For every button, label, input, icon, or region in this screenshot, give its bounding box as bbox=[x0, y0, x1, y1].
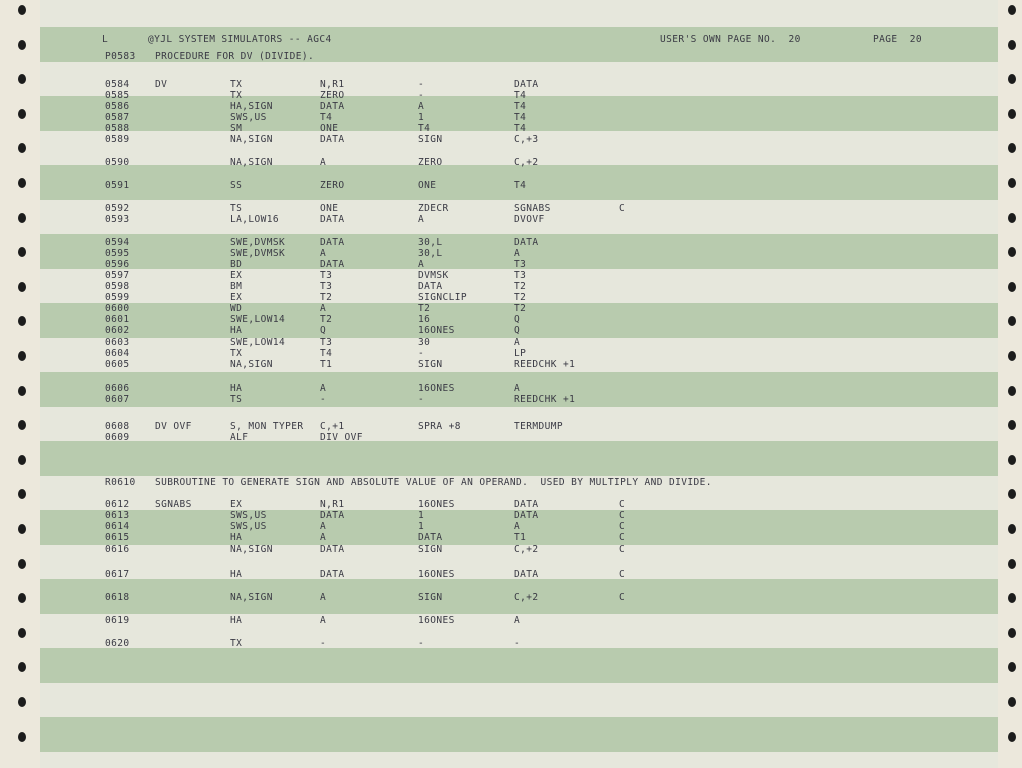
operand-3: DATA bbox=[514, 79, 539, 90]
operand-3: T3 bbox=[514, 259, 527, 270]
sequence-number: 0606 bbox=[105, 383, 130, 394]
operand-2: 30 bbox=[418, 337, 431, 348]
operand-3: Q bbox=[514, 325, 521, 336]
operand-3: LP bbox=[514, 348, 527, 359]
sequence-number: 0603 bbox=[105, 337, 130, 348]
sequence-number: 0601 bbox=[105, 314, 130, 325]
operand-2: 16ONES bbox=[418, 499, 455, 510]
operand-2: SIGN bbox=[418, 592, 443, 603]
operand-3: C,+3 bbox=[514, 134, 539, 145]
sequence-number: 0589 bbox=[105, 134, 130, 145]
opcode-field: SWS,US bbox=[230, 112, 267, 123]
feed-hole bbox=[18, 662, 26, 672]
sequence-number: 0593 bbox=[105, 214, 130, 225]
operand-2: 16 bbox=[418, 314, 431, 325]
operand-3: T2 bbox=[514, 303, 527, 314]
operand-3: T2 bbox=[514, 292, 527, 303]
sequence-number: 0584 bbox=[105, 79, 130, 90]
sequence-number: 0618 bbox=[105, 592, 130, 603]
feed-hole bbox=[1008, 697, 1016, 707]
operand-1: A bbox=[320, 157, 327, 168]
operand-1: T2 bbox=[320, 292, 333, 303]
sequence-number: 0620 bbox=[105, 638, 130, 649]
operand-2: 1 bbox=[418, 510, 425, 521]
sequence-number: 0607 bbox=[105, 394, 130, 405]
flag-field: C bbox=[619, 592, 626, 603]
opcode-field: SWS,US bbox=[230, 510, 267, 521]
operand-1: DATA bbox=[320, 569, 345, 580]
sequence-number: 0604 bbox=[105, 348, 130, 359]
operand-2: 30,L bbox=[418, 248, 443, 259]
operand-1: A bbox=[320, 592, 327, 603]
opcode-field: SM bbox=[230, 123, 243, 134]
opcode-field: HA bbox=[230, 569, 243, 580]
sequence-number: 0608 bbox=[105, 421, 130, 432]
listing-line bbox=[0, 358, 1022, 371]
operand-2: 16ONES bbox=[418, 325, 455, 336]
operand-2: A bbox=[418, 214, 425, 225]
opcode-field: TX bbox=[230, 79, 243, 90]
sequence-number: 0598 bbox=[105, 281, 130, 292]
opcode-field: HA,SIGN bbox=[230, 101, 273, 112]
listing-line bbox=[0, 637, 1022, 650]
operand-1: T3 bbox=[320, 270, 333, 281]
greenbar-band bbox=[40, 441, 998, 476]
operand-1: N,R1 bbox=[320, 79, 345, 90]
operand-2: A bbox=[418, 101, 425, 112]
operand-3: REEDCHK +1 bbox=[514, 394, 576, 405]
operand-2: - bbox=[418, 638, 425, 649]
opcode-field: SS bbox=[230, 180, 243, 191]
operand-3: Q bbox=[514, 314, 521, 325]
flag-field: C bbox=[619, 203, 626, 214]
operand-1: DATA bbox=[320, 237, 345, 248]
feed-hole bbox=[18, 455, 26, 465]
sequence-number: 0587 bbox=[105, 112, 130, 123]
operand-1: DATA bbox=[320, 544, 345, 555]
operand-2: 16ONES bbox=[418, 569, 455, 580]
operand-3: A bbox=[514, 383, 521, 394]
operand-2: ONE bbox=[418, 180, 437, 191]
label-field: DV OVF bbox=[155, 421, 192, 432]
operand-1: A bbox=[320, 521, 327, 532]
opcode-field: HA bbox=[230, 615, 243, 626]
operand-3: DATA bbox=[514, 499, 539, 510]
opcode-field: HA bbox=[230, 383, 243, 394]
sequence-number: 0597 bbox=[105, 270, 130, 281]
opcode-field: ALF bbox=[230, 432, 249, 443]
listing-line bbox=[0, 614, 1022, 627]
feed-hole bbox=[1008, 732, 1016, 742]
operand-2: 16ONES bbox=[418, 383, 455, 394]
opcode-field: TX bbox=[230, 90, 243, 101]
opcode-field: TX bbox=[230, 638, 243, 649]
opcode-field: SWE,LOW14 bbox=[230, 314, 286, 325]
operand-2: 1 bbox=[418, 112, 425, 123]
flag-field: C bbox=[619, 544, 626, 555]
operand-1: T4 bbox=[320, 348, 333, 359]
comment-text: SUBROUTINE TO GENERATE SIGN AND ABSOLUTE VALUE OF AN OPERAND. USED BY MULTIPLY AND DIVIDE. bbox=[155, 477, 712, 488]
operand-2: DATA bbox=[418, 281, 443, 292]
sequence-number: 0600 bbox=[105, 303, 130, 314]
listing-line bbox=[0, 179, 1022, 192]
operand-1: DATA bbox=[320, 510, 345, 521]
sequence-number: P0583 bbox=[105, 51, 136, 62]
greenbar-band bbox=[40, 648, 998, 683]
opcode-field: SWE,LOW14 bbox=[230, 337, 286, 348]
operand-2: T2 bbox=[418, 303, 431, 314]
operand-3: A bbox=[514, 521, 521, 532]
feed-hole bbox=[1008, 5, 1016, 15]
operand-3: C,+2 bbox=[514, 592, 539, 603]
operand-1: ONE bbox=[320, 203, 339, 214]
operand-3: T1 bbox=[514, 532, 527, 543]
sequence-number: 0590 bbox=[105, 157, 130, 168]
operand-1: C,+1 bbox=[320, 421, 345, 432]
opcode-field: NA,SIGN bbox=[230, 544, 273, 555]
operand-1: A bbox=[320, 303, 327, 314]
operand-1: DATA bbox=[320, 101, 345, 112]
opcode-field: NA,SIGN bbox=[230, 359, 273, 370]
feed-hole bbox=[18, 697, 26, 707]
flag-field: C bbox=[619, 569, 626, 580]
operand-1: A bbox=[320, 383, 327, 394]
operand-2: - bbox=[418, 348, 425, 359]
operand-1: ZERO bbox=[320, 90, 345, 101]
opcode-field: HA bbox=[230, 325, 243, 336]
operand-1: T3 bbox=[320, 281, 333, 292]
header-marker: L bbox=[102, 34, 109, 45]
operand-2: 16ONES bbox=[418, 615, 455, 626]
operand-2: - bbox=[418, 394, 425, 405]
opcode-field: NA,SIGN bbox=[230, 134, 273, 145]
header-title: @YJL SYSTEM SIMULATORS -- AGC4 bbox=[148, 34, 332, 45]
opcode-field: TS bbox=[230, 394, 243, 405]
sequence-number: 0602 bbox=[105, 325, 130, 336]
listing-line bbox=[0, 476, 1022, 489]
sequence-number: 0585 bbox=[105, 90, 130, 101]
operand-3: A bbox=[514, 337, 521, 348]
sequence-number: 0615 bbox=[105, 532, 130, 543]
listing-line bbox=[0, 393, 1022, 406]
feed-hole bbox=[18, 5, 26, 15]
opcode-field: EX bbox=[230, 292, 243, 303]
sequence-number: 0609 bbox=[105, 432, 130, 443]
operand-2: SIGN bbox=[418, 134, 443, 145]
sequence-number: 0605 bbox=[105, 359, 130, 370]
listing-line bbox=[0, 213, 1022, 226]
flag-field: C bbox=[619, 532, 626, 543]
opcode-field: EX bbox=[230, 270, 243, 281]
sequence-number: 0617 bbox=[105, 569, 130, 580]
sequence-number: 0586 bbox=[105, 101, 130, 112]
listing-line bbox=[0, 156, 1022, 169]
feed-hole bbox=[18, 732, 26, 742]
operand-2: - bbox=[418, 79, 425, 90]
opcode-field: SWE,DVMSK bbox=[230, 237, 286, 248]
operand-3: T2 bbox=[514, 281, 527, 292]
opcode-field: BD bbox=[230, 259, 243, 270]
sequence-number: 0613 bbox=[105, 510, 130, 521]
opcode-field: SWE,DVMSK bbox=[230, 248, 286, 259]
sequence-number: 0619 bbox=[105, 615, 130, 626]
operand-1: A bbox=[320, 248, 327, 259]
operand-1: T1 bbox=[320, 359, 333, 370]
operand-3: - bbox=[514, 638, 521, 649]
opcode-field: TX bbox=[230, 348, 243, 359]
operand-1: T2 bbox=[320, 314, 333, 325]
operand-2: 1 bbox=[418, 521, 425, 532]
operand-2: ZERO bbox=[418, 157, 443, 168]
greenbar-band bbox=[40, 717, 998, 752]
operand-3: T3 bbox=[514, 270, 527, 281]
operand-3: TERMDUMP bbox=[514, 421, 563, 432]
feed-hole bbox=[1008, 662, 1016, 672]
sequence-number: 0616 bbox=[105, 544, 130, 555]
operand-3: DATA bbox=[514, 510, 539, 521]
operand-2: ZDECR bbox=[418, 203, 449, 214]
operand-2: - bbox=[418, 90, 425, 101]
opcode-field: LA,LOW16 bbox=[230, 214, 279, 225]
operand-1: N,R1 bbox=[320, 499, 345, 510]
opcode-field: NA,SIGN bbox=[230, 157, 273, 168]
operand-3: T4 bbox=[514, 123, 527, 134]
operand-2: 30,L bbox=[418, 237, 443, 248]
sequence-number: 0594 bbox=[105, 237, 130, 248]
sequence-number: R0610 bbox=[105, 477, 136, 488]
operand-3: T4 bbox=[514, 112, 527, 123]
listing-line bbox=[0, 591, 1022, 604]
operand-3: T4 bbox=[514, 90, 527, 101]
listing-line bbox=[0, 543, 1022, 556]
opcode-field: NA,SIGN bbox=[230, 592, 273, 603]
operand-1: T3 bbox=[320, 337, 333, 348]
operand-2: DATA bbox=[418, 532, 443, 543]
listing-line bbox=[0, 568, 1022, 581]
flag-field: C bbox=[619, 499, 626, 510]
operand-2: SIGNCLIP bbox=[418, 292, 467, 303]
sequence-number: 0595 bbox=[105, 248, 130, 259]
operand-3: A bbox=[514, 248, 521, 259]
opcode-field: BM bbox=[230, 281, 243, 292]
opcode-field: WD bbox=[230, 303, 243, 314]
operand-3: REEDCHK +1 bbox=[514, 359, 576, 370]
sequence-number: 0588 bbox=[105, 123, 130, 134]
operand-2: SPRA +8 bbox=[418, 421, 461, 432]
opcode-field: TS bbox=[230, 203, 243, 214]
operand-2: DVMSK bbox=[418, 270, 449, 281]
operand-2: T4 bbox=[418, 123, 431, 134]
operand-1: - bbox=[320, 394, 327, 405]
operand-3: T4 bbox=[514, 101, 527, 112]
sequence-number: 0614 bbox=[105, 521, 130, 532]
operand-1: DATA bbox=[320, 134, 345, 145]
operand-1: DATA bbox=[320, 214, 345, 225]
listing-line bbox=[0, 50, 1022, 63]
operand-2: SIGN bbox=[418, 359, 443, 370]
page-number: PAGE 20 bbox=[873, 34, 922, 45]
listing-line bbox=[0, 431, 1022, 444]
comment-text: PROCEDURE FOR DV (DIVIDE). bbox=[155, 51, 315, 62]
opcode-field: SWS,US bbox=[230, 521, 267, 532]
sequence-number: 0591 bbox=[105, 180, 130, 191]
operand-1: Q bbox=[320, 325, 327, 336]
operand-3: C,+2 bbox=[514, 544, 539, 555]
opcode-field: EX bbox=[230, 499, 243, 510]
sequence-number: 0599 bbox=[105, 292, 130, 303]
operand-3: C,+2 bbox=[514, 157, 539, 168]
flag-field: C bbox=[619, 510, 626, 521]
operand-1: A bbox=[320, 532, 327, 543]
listing-line bbox=[0, 133, 1022, 146]
operand-1: - bbox=[320, 638, 327, 649]
operand-3: DATA bbox=[514, 237, 539, 248]
user-page-number: USER'S OWN PAGE NO. 20 bbox=[660, 34, 801, 45]
operand-1: ZERO bbox=[320, 180, 345, 191]
operand-1: ONE bbox=[320, 123, 339, 134]
label-field: DV bbox=[155, 79, 168, 90]
operand-3: DVOVF bbox=[514, 214, 545, 225]
sequence-number: 0596 bbox=[105, 259, 130, 270]
operand-2: A bbox=[418, 259, 425, 270]
opcode-field: HA bbox=[230, 532, 243, 543]
operand-3: SGNABS bbox=[514, 203, 551, 214]
label-field: SGNABS bbox=[155, 499, 192, 510]
operand-3: A bbox=[514, 615, 521, 626]
header-line bbox=[0, 33, 1022, 46]
operand-1: DATA bbox=[320, 259, 345, 270]
operand-1: DIV OVF bbox=[320, 432, 363, 443]
operand-3: T4 bbox=[514, 180, 527, 191]
operand-3: DATA bbox=[514, 569, 539, 580]
sequence-number: 0612 bbox=[105, 499, 130, 510]
operand-2: SIGN bbox=[418, 544, 443, 555]
feed-hole bbox=[1008, 455, 1016, 465]
operand-1: A bbox=[320, 615, 327, 626]
sequence-number: 0592 bbox=[105, 203, 130, 214]
flag-field: C bbox=[619, 521, 626, 532]
opcode-field: S, MON TYPER bbox=[230, 421, 304, 432]
operand-1: T4 bbox=[320, 112, 333, 123]
